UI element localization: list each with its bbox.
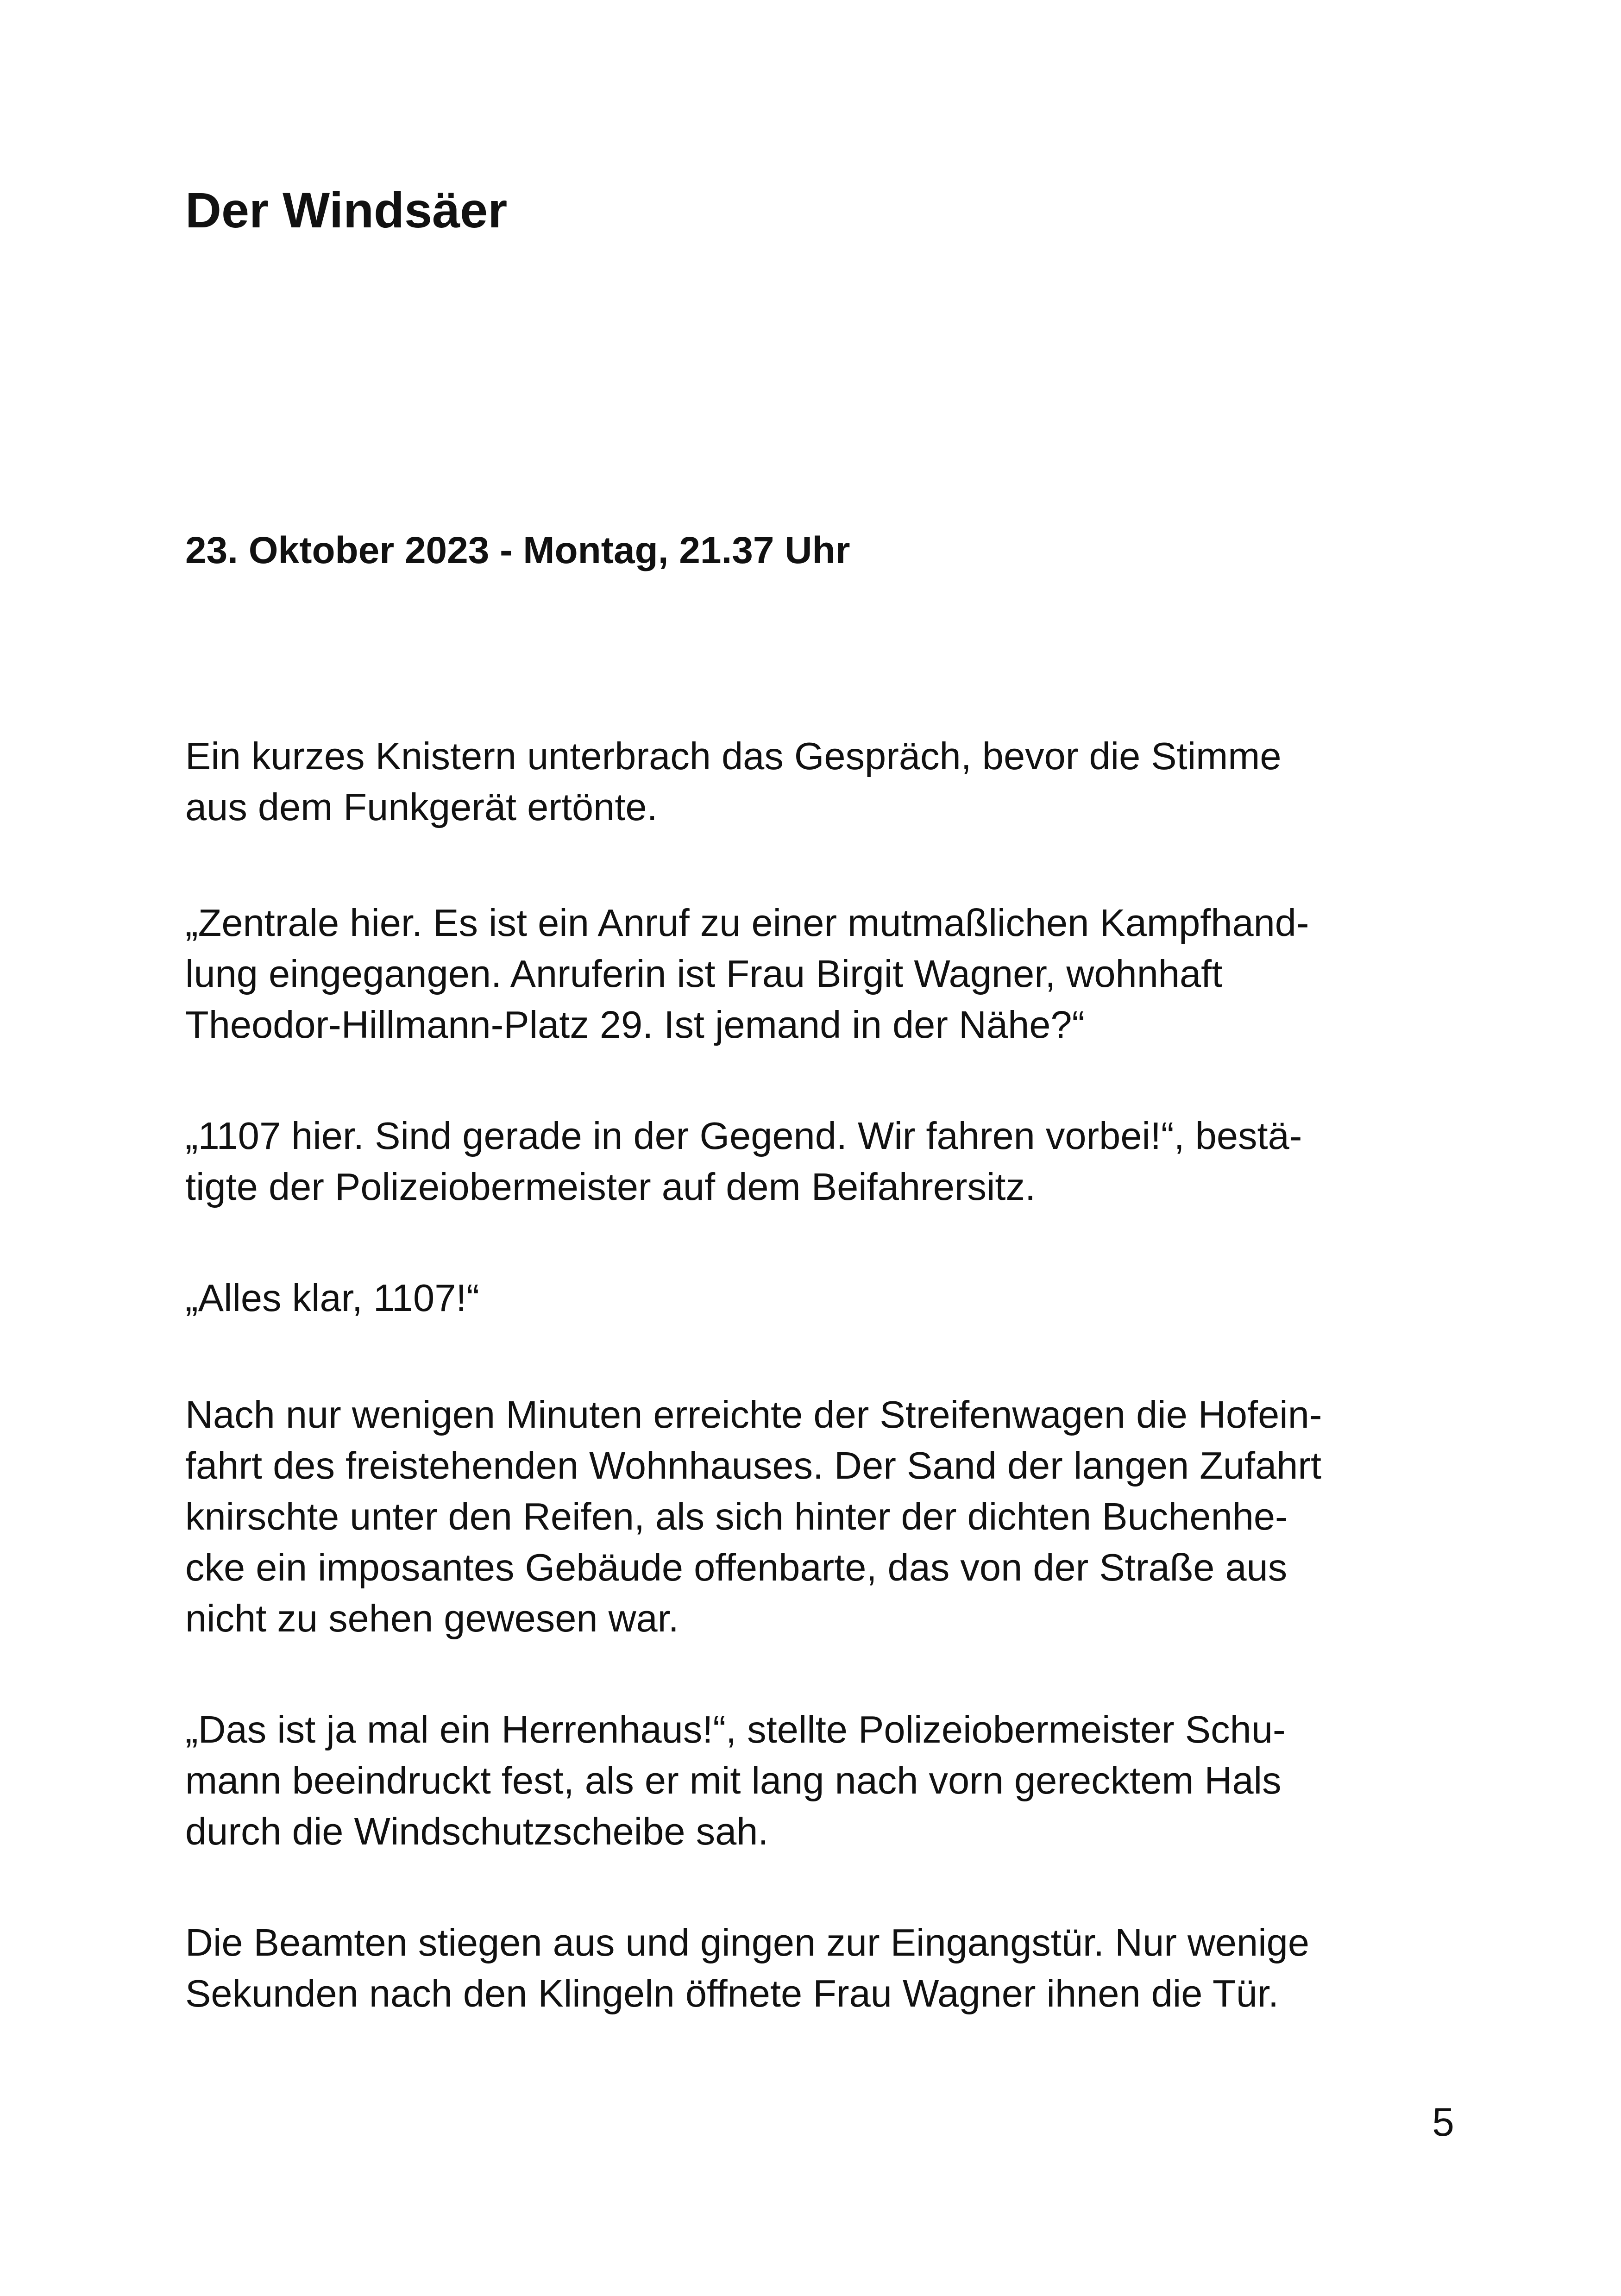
text-line: Ein kurzes Knistern unterbrach das Gespräch, bevor die Stimme: [185, 734, 1282, 778]
book-title: Der Windsäer: [185, 182, 508, 238]
text-line: fahrt des freistehenden Wohnhauses. Der Sand der langen Zufahrt: [185, 1444, 1322, 1487]
paragraph: [185, 1704, 1454, 1857]
text-line: lung eingegangen. Anruferin ist Frau Birgit Wagner, wohnhaft: [185, 952, 1223, 995]
text-line: „1107 hier. Sind gerade in der Gegend. Wir fahren vorbei!“, bestä-: [185, 1114, 1302, 1157]
paragraph: [185, 1389, 1454, 1644]
page-number: 5: [1432, 2100, 1454, 2145]
text-line: durch die Windschutzscheibe sah.: [185, 1810, 769, 1853]
text-line: mann beeindruckt fest, als er mit lang nach vorn gerecktem Hals: [185, 1759, 1282, 1802]
text-line: Die Beamten stiegen aus und gingen zur Eingangstür. Nur wenige: [185, 1921, 1309, 1964]
text-line: Sekunden nach den Klingeln öffnete Frau Wagner ihnen die Tür.: [185, 1972, 1279, 2015]
text-line: Nach nur wenigen Minuten erreichte der Streifenwagen die Hofein-: [185, 1393, 1322, 1436]
text-line: cke ein imposantes Gebäude offenbarte, das von der Straße aus: [185, 1546, 1288, 1589]
paragraph: [185, 1917, 1454, 2019]
text-line: tigte der Polizeiobermeister auf dem Beifahrersitz.: [185, 1165, 1036, 1208]
text-line: knirschte unter den Reifen, als sich hinter der dichten Buchenhe-: [185, 1495, 1288, 1538]
text-line: nicht zu sehen gewesen war.: [185, 1597, 679, 1640]
paragraph: [185, 897, 1454, 1050]
text-line: „Alles klar, 1107!“: [185, 1276, 480, 1319]
text-line: „Das ist ja mal ein Herrenhaus!“, stellte Polizeiobermeister Schu-: [185, 1708, 1286, 1751]
paragraph: [185, 1110, 1454, 1212]
text-line: „Zentrale hier. Es ist ein Anruf zu einer mutmaßlichen Kampfhand-: [185, 901, 1309, 944]
chapter-date-heading: 23. Oktober 2023 - Montag, 21.37 Uhr: [185, 529, 850, 571]
paragraph: [185, 731, 1454, 833]
paragraph: [185, 1273, 1454, 1324]
text-line: aus dem Funkgerät ertönte.: [185, 785, 658, 828]
text-line: Theodor-Hillmann-Platz 29. Ist jemand in der Nähe?“: [185, 1003, 1085, 1046]
